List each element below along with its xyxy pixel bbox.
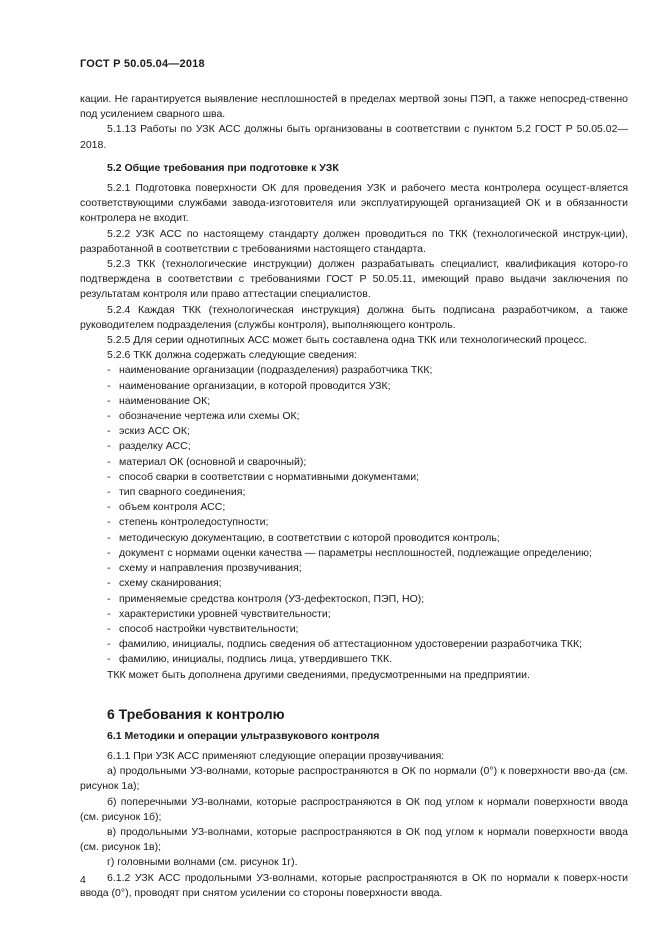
list-item: - эскиз АСС ОК; [107,425,190,438]
paragraph-5-2-1: 5.2.1 Подготовка поверхности ОК для проведения УЗК и рабочего места контролера осущест-вляется соответствующими службами завода-изготовителя или эксплуатирующей организацией ОК и в обязанности контролера не входит. [80,182,628,225]
paragraph-5-2-5: 5.2.5 Для серии однотипных АСС может быть составлена одна ТКК или технологический процесс. [107,334,588,347]
list-item: - схему сканирования; [107,577,222,590]
requirements-list [80,363,628,667]
page-content [80,92,628,901]
paragraph-6-1-1-a: а) продольными УЗ-волнами, которые распространяются в ОК по нормали (0°) к поверхности вво-да (см. рисунок 1а); [80,765,628,793]
section-heading-5-2: 5.2 Общие требования при подготовке к УЗК [107,161,339,174]
list-item: - наименование организации, в которой проводится УЗК; [107,379,391,392]
paragraph-6-1-1-g: г) головными волнами (см. рисунок 1г). [107,856,298,869]
section-heading-6-1: 6.1 Методики и операции ультразвукового контроля [107,729,380,742]
paragraph-closing: ТКК может быть дополнена другими сведениями, предусмотренными на предприятии. [107,668,530,681]
list-item: - обозначение чертежа или схемы ОК; [107,410,300,423]
paragraph-6-1-1-b: б) поперечными УЗ-волнами, которые распространяются в ОК под углом к нормали поверхности ввода (см. рисунок 1б); [80,795,628,823]
list-item: - наименование ОК; [107,394,211,407]
page-number: 4 [80,874,86,886]
paragraph-5-2-6: 5.2.6 ТКК должна содержать следующие сведения: [107,349,357,362]
list-item: - фамилию, инициалы, подпись лица, утвердившего ТКК. [107,653,393,666]
paragraph-6-1-1: 6.1.1 При УЗК АСС применяют следующие операции прозвучивания: [107,749,445,762]
list-item: - методическую документацию, в соответствии с которой проводится контроль; [107,531,500,544]
list-item: - разделку АСС; [107,440,191,453]
section-heading-6: 6 Требования к контролю [107,705,285,722]
paragraph-continuation: кации. Не гарантируется выявление несплошностей в пределах мертвой зоны ПЭП, а также непосред-ственно под усилением сварного шва. [80,93,628,121]
list-item: - объем контроля АСС; [107,501,226,514]
list-item: - фамилию, инициалы, подпись сведения об аттестационном удостоверении разработчика ТКК; [107,638,583,651]
list-item: - способ сварки в соответствии с нормативными документами; [107,470,419,483]
list-item: - применяемые средства контроля (УЗ-дефектоскоп, ПЭП, НО); [107,592,425,605]
paragraph-5-2-2: 5.2.2 УЗК АСС по настоящему стандарту должен проводиться по ТКК (технологической инструк-ции), разработанной в соответствии с требованиями настоящего стандарта. [80,227,628,255]
list-item: - характеристики уровней чувствительности; [107,607,331,620]
paragraph-5-2-4: 5.2.4 Каждая ТКК (технологическая инструкция) должна быть подписана разработчиком, а также руководителем подразделения (службы контроля), выполняющего контроль. [80,303,628,331]
list-item: - степень контроледоступности; [107,516,269,529]
list-item: - документ с нормами оценки качества — параметры несплошностей, подлежащие определению; [107,546,592,559]
paragraph-6-1-2: 6.1.2 УЗК АСС продольными УЗ-волнами, которые распространяются в ОК по нормали к поверх-ности ввода (0°), проводят при снятом усилении со стороны поверхности ввода. [80,871,628,899]
paragraph-5-2-3: 5.2.3 ТКК (технологические инструкции) должен разрабатывать специалист, квалификация которо-го подтверждена в соответствии с требованиями ГОСТ Р 50.05.11, имеющий право выдачи заключения по результатам контроля или право аттестации специалистов. [80,258,628,301]
list-item: - тип сварного соединения; [107,486,246,499]
list-item: - схему и направления прозвучивания; [107,562,302,575]
list-item: - материал ОК (основной и сварочный); [107,455,307,468]
paragraph-6-1-1-v: в) продольными УЗ-волнами, которые распространяются в ОК под углом к нормали поверхности ввода (см. рисунок 1в); [80,825,628,854]
list-item: - способ настройки чувствительности; [107,622,299,635]
list-item: - наименование организации (подразделения) разработчика ТКК; [107,364,433,377]
document-header: ГОСТ Р 50.05.04—2018 [80,58,205,70]
paragraph-5-1-13: 5.1.13 Работы по УЗК АСС должны быть организованы в соответствии с пунктом 5.2 ГОСТ Р 50.05.02—2018. [80,123,628,151]
